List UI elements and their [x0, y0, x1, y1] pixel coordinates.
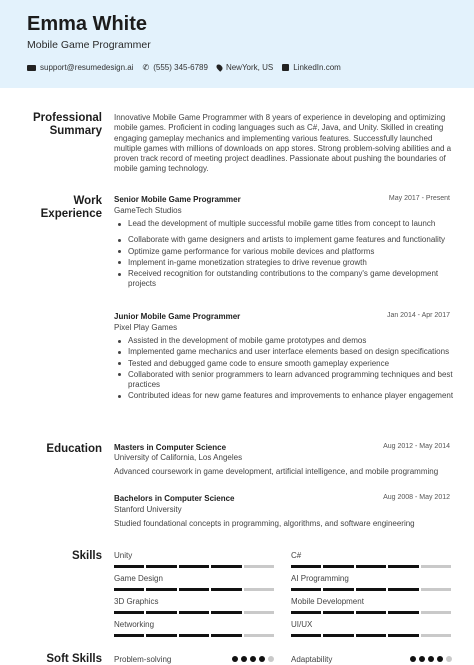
skill-name: Game Design [114, 574, 163, 583]
skill-name: UI/UX [291, 620, 313, 629]
edu-1-desc: Advanced coursework in game development, artificial intelligence, and mobile programming [114, 467, 439, 476]
skill-bar-segment [179, 634, 209, 637]
skill-item [291, 574, 451, 591]
skill-bar-segment [421, 634, 451, 637]
job-1-bullets [114, 219, 454, 290]
skill-bar-segment [356, 588, 386, 591]
contact-email[interactable] [27, 63, 134, 72]
skill-bar-segment [114, 634, 144, 637]
summary-heading-line1: Professional [32, 112, 102, 124]
skill-bar-segment [291, 588, 321, 591]
skill-level-bar [114, 565, 274, 568]
list-item: Assisted in the development of mobile game prototypes and demos [114, 336, 454, 346]
contact-linkedin[interactable] [282, 63, 341, 72]
skill-item [114, 620, 274, 637]
email-text: support@resumedesign.ai [40, 63, 134, 72]
skill-bar-segment [244, 634, 274, 637]
soft-skill-rating [232, 656, 274, 662]
skill-item [291, 620, 451, 637]
rating-dot [437, 656, 443, 662]
skill-name: Unity [114, 551, 133, 560]
rating-dot [268, 656, 274, 662]
summary-heading [33, 112, 102, 138]
experience-heading-line2: Experience [40, 208, 102, 220]
skill-bar-segment [356, 611, 386, 614]
skill-bar-segment [146, 634, 176, 637]
list-item: Received recognition for outstanding contributions to the company's game development projects [114, 269, 454, 290]
soft-skills-heading: Soft Skills [46, 653, 102, 665]
rating-dot [232, 656, 238, 662]
location-text: NewYork, US [225, 63, 274, 72]
list-item: Collaborated with senior programmers to learn advanced programming techniques and best practices [114, 370, 454, 391]
skill-level-bar [291, 588, 451, 591]
skill-name: Mobile Development [291, 597, 364, 606]
edu-1-school: University of California, Los Angeles [114, 453, 243, 462]
list-item: Collaborate with game designers and artists to implement game features and functionality [114, 235, 454, 245]
skill-bar-segment [211, 565, 241, 568]
candidate-job-title: Mobile Game Programmer [27, 39, 151, 51]
skill-bar-segment [146, 611, 176, 614]
skill-name: C# [291, 551, 302, 560]
skill-bar-segment [146, 565, 176, 568]
edu-2-date: Aug 2008 - May 2012 [383, 494, 450, 501]
skill-item [291, 597, 451, 614]
candidate-name: Emma White [27, 13, 148, 35]
list-item: Lead the development of multiple successful mobile game titles from concept to launch [114, 219, 454, 229]
skill-bar-segment [291, 611, 321, 614]
skill-bar-segment [114, 565, 144, 568]
list-item: Tested and debugged game code to ensure smooth gameplay experience [114, 359, 454, 369]
skill-bar-segment [388, 634, 418, 637]
soft-skill-name: Adaptability [291, 655, 333, 664]
skill-name: AI Programming [291, 574, 349, 583]
job-2-company: Pixel Play Games [114, 323, 178, 332]
job-1-date: May 2017 - Present [388, 195, 450, 202]
list-item: Implemented game mechanics and user interface elements based on design specifications [114, 347, 454, 357]
list-item: Optimize game performance for various mobile devices and platforms [114, 247, 454, 257]
location-pin-icon [215, 63, 223, 71]
envelope-icon [27, 65, 36, 71]
linkedin-icon [282, 64, 289, 71]
list-item: Implement in-game monetization strategies to drive revenue growth [114, 258, 454, 268]
skill-bar-segment [244, 588, 274, 591]
skill-bar-segment [179, 588, 209, 591]
skill-bar-segment [114, 611, 144, 614]
skill-bar-segment [421, 588, 451, 591]
rating-dot [410, 656, 416, 662]
skills-heading: Skills [71, 550, 102, 562]
skill-bar-segment [146, 588, 176, 591]
rating-dot [259, 656, 265, 662]
experience-heading [41, 195, 102, 221]
skill-bar-segment [323, 588, 353, 591]
skill-bar-segment [356, 565, 386, 568]
skill-bar-segment [244, 611, 274, 614]
skill-bar-segment [388, 611, 418, 614]
rating-dot [241, 656, 247, 662]
skill-bar-segment [291, 565, 321, 568]
phone-text: (555) 345-6789 [153, 63, 208, 72]
skill-level-bar [291, 634, 451, 637]
rating-dot [250, 656, 256, 662]
job-2-role: Junior Mobile Game Programmer [114, 312, 241, 321]
edu-1-date: Aug 2012 - May 2014 [383, 443, 450, 450]
education-heading: Education [46, 443, 102, 455]
edu-1-degree: Masters in Computer Science [114, 443, 227, 452]
skill-bar-segment [291, 634, 321, 637]
list-item: Contributed ideas for new game features and improvements to enhance player engagement [114, 391, 454, 401]
summary-heading-line2: Summary [49, 125, 102, 137]
skill-item [114, 574, 274, 591]
skill-bar-segment [114, 588, 144, 591]
skill-bar-segment [323, 634, 353, 637]
skill-bar-segment [388, 565, 418, 568]
contact-bar [27, 63, 350, 72]
linkedin-text: LinkedIn.com [293, 63, 341, 72]
experience-heading-line1: Work [73, 195, 102, 207]
skill-bar-segment [244, 565, 274, 568]
skill-name: Networking [114, 620, 155, 629]
edu-2-degree: Bachelors in Computer Science [114, 494, 235, 503]
skill-bar-segment [179, 611, 209, 614]
skill-bar-segment [211, 634, 241, 637]
skill-level-bar [291, 611, 451, 614]
skill-bar-segment [211, 611, 241, 614]
soft-skill-name: Problem-solving [114, 655, 172, 664]
rating-dot [446, 656, 452, 662]
skill-level-bar [291, 565, 451, 568]
soft-skill-rating [410, 656, 452, 662]
phone-icon: ✆ [142, 62, 150, 72]
skill-level-bar [114, 634, 274, 637]
resume-header [0, 0, 474, 88]
skill-name: 3D Graphics [114, 597, 159, 606]
job-1-role: Senior Mobile Game Programmer [114, 195, 241, 204]
skill-bar-segment [323, 565, 353, 568]
skill-bar-segment [421, 611, 451, 614]
edu-2-school: Stanford University [114, 505, 182, 514]
rating-dot [428, 656, 434, 662]
skill-item [114, 597, 274, 614]
job-2-date: Jan 2014 - Apr 2017 [386, 312, 450, 319]
contact-phone[interactable] [143, 63, 208, 72]
job-2-bullets [114, 336, 454, 402]
contact-location [217, 63, 273, 72]
skill-bar-segment [388, 588, 418, 591]
skill-item [114, 551, 274, 568]
skill-level-bar [114, 588, 274, 591]
skill-level-bar [114, 611, 274, 614]
job-1-company: GameTech Studios [114, 206, 182, 215]
skill-bar-segment [421, 565, 451, 568]
rating-dot [419, 656, 425, 662]
skill-bar-segment [179, 565, 209, 568]
summary-text: Innovative Mobile Game Programmer with 8 years of experience in developing and optimizing mobile games. Proficient in coding languages such as C#, Java, and Unity. Skilled in creating engaging gameplay mechanics and implementing various features. Successfully launched multiple games with millions of downloads on app stores. Strong problem-solving abilities and a proven track record of meeting project deadlines. Passionate about pushing the boundaries of mobile gaming technology. [114, 113, 452, 174]
skill-item [291, 551, 451, 568]
skill-bar-segment [356, 634, 386, 637]
edu-2-desc: Studied foundational concepts in programming, algorithms, and software engineering [114, 519, 415, 528]
skill-bar-segment [211, 588, 241, 591]
skill-bar-segment [323, 611, 353, 614]
